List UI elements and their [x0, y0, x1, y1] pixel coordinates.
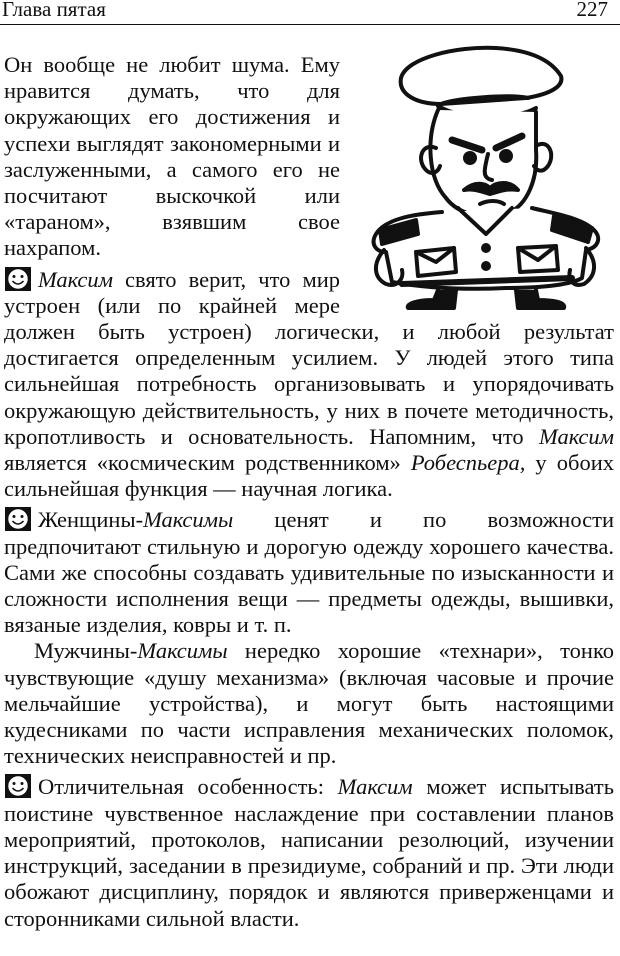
smiley-face-icon [4, 506, 32, 532]
paragraph-5-text-2: может испытывать поистине чувственное наслаждение при составлении планов мероприятий, протоколов, написании резолюций, изучении инструкций, заседании в президиуме, собраний и пр. Эти люди обожают дисциплину, порядок и являются приверженцами и сторонниками сильной власти. [4, 774, 614, 931]
type-name-2: Максим [539, 423, 614, 449]
paragraph-4-text-1: Мужчины- [34, 638, 138, 664]
paragraph-2-text-3: у обоих сильнейшая функция — научная логика. [4, 450, 614, 502]
officer-cartoon-icon [346, 38, 614, 310]
smiley-face-icon [4, 773, 32, 799]
smiley-face-icon [4, 266, 32, 292]
paragraph-3-text-2: ценят и по возможности предпочитают стильную и дорогую одежду хорошего качества. Сами же способны создавать удивительные по изысканности и сложности исполнения вещи — предметы одежды, вышивки, вязаные изделия, ковры и т. п. [4, 507, 614, 638]
chapter-title: Глава пятая [2, 0, 106, 21]
type-name: Максим [337, 774, 413, 800]
paragraph-2-text-2: является «космическим родственником» [4, 450, 411, 476]
paragraph-5-text-1: Отличительная особенность: [38, 774, 338, 800]
type-name: Максимы [137, 638, 228, 664]
related-type-name: Робеспьера, [410, 450, 526, 476]
paragraph-5 [4, 773, 614, 931]
page-body [4, 52, 614, 932]
paragraph-3 [4, 506, 614, 638]
paragraph-4-text-2: нередко хорошие «технари», тонко чувствующие «душу механизма» (включая часовые и прочие мельчайшие устройства), и могут быть настоящими кудесниками по части исправления механических поломок, технических неисправностей и пр. [4, 638, 614, 769]
page-number: 227 [576, 0, 608, 21]
type-name: Максимы [143, 507, 234, 533]
type-name: Максим [38, 266, 113, 292]
page-header [0, 0, 620, 25]
paragraph-1: Он вообще не любит шума. Ему нравится думать, что для окружающих его достижения и успехи выглядят закономерными и заслуженными, а самого его не посчитают выскочкой или «тараном», взявшим свое нахрапом. [4, 52, 340, 261]
paragraph-2-text-1: свято верит, что мир устроен (или по крайней мере должен быть устроен) логически, и любой результат достигается определенным усилием. У людей этого типа сильнейшая потребность организовывать и упорядочивать окружающую действительность, у них в почете методичность, кропотливость и основательность. Напомним, что [4, 266, 614, 449]
paragraph-3-text-1: Женщины- [38, 507, 144, 533]
paragraph-4 [4, 638, 614, 769]
